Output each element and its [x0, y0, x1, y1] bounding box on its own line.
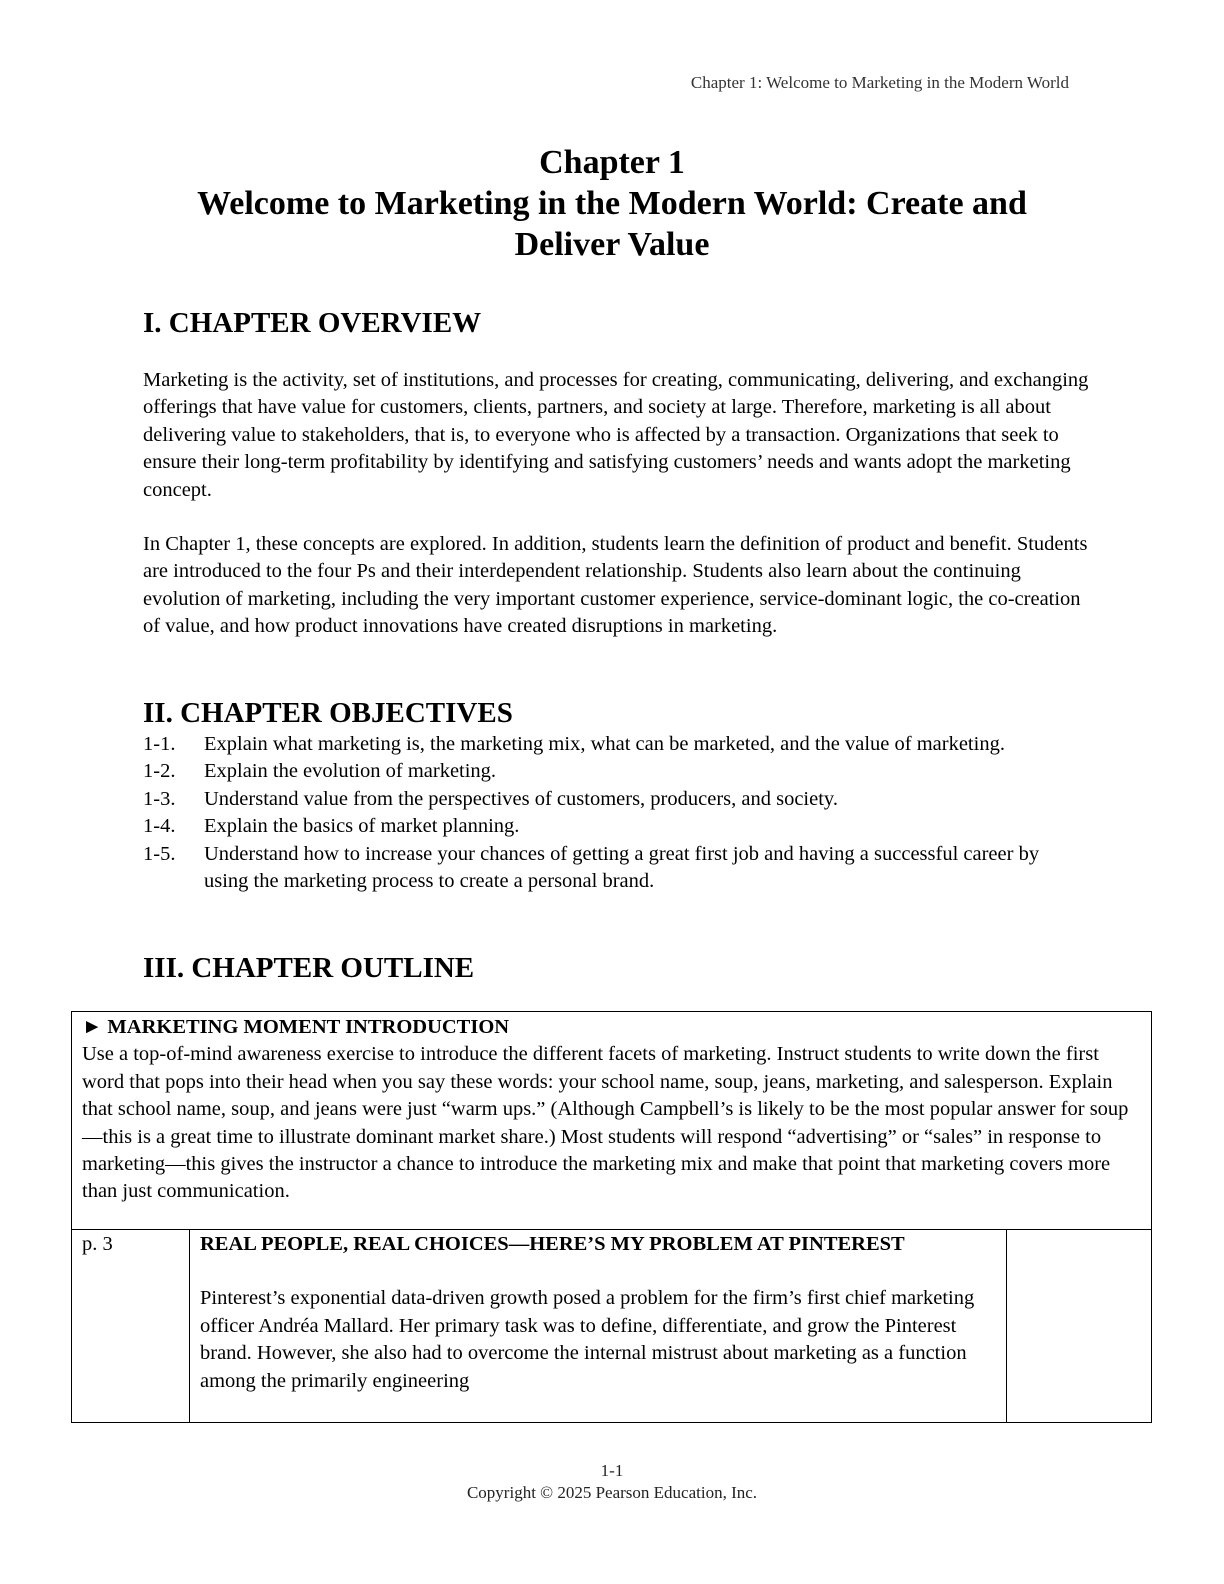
page-footer	[0, 1460, 1224, 1504]
objective-item	[143, 786, 1063, 813]
objective-item	[143, 758, 1063, 785]
table-row	[72, 1230, 1151, 1422]
objectives-heading: II. CHAPTER OBJECTIVES	[143, 697, 513, 729]
real-people-cell	[190, 1230, 1007, 1422]
objective-text: Explain the evolution of marketing.	[204, 760, 497, 783]
outline-heading: III. CHAPTER OUTLINE	[143, 952, 475, 984]
title-line-3: Deliver Value	[514, 226, 710, 263]
overview-paragraph-2: In Chapter 1, these concepts are explored. In addition, students learn the definition of product and benefit. Students are introduced to the four Ps and their interdependent relationship. Students also learn about the continuing evolution of marketing, including the very important customer experience, service-dominant logic, the co-creation of value, and how product innovations have created disruptions in marketing.	[143, 533, 1088, 638]
outline-table	[71, 1011, 1152, 1423]
running-header: Chapter 1: Welcome to Marketing in the Modern World	[690, 73, 1069, 92]
real-people-heading: REAL PEOPLE, REAL CHOICES—HERE’S MY PROBLEM AT PINTEREST	[200, 1233, 905, 1255]
marketing-moment-heading: ► MARKETING MOMENT INTRODUCTION	[82, 1016, 510, 1038]
page-number: 1-1	[600, 1461, 624, 1480]
objective-text: Understand value from the perspectives of customers, producers, and society.	[204, 787, 838, 810]
objective-number: 1-3.	[143, 787, 176, 810]
objective-text: Understand how to increase your chances of getting a great first job and having a successful career by using the marketing process to create a personal brand.	[204, 842, 1040, 893]
objective-item	[143, 841, 1063, 896]
title-line-2: Welcome to Marketing in the Modern World: Create and	[197, 185, 1027, 222]
marketing-moment-cell	[72, 1012, 1151, 1230]
real-people-text: Pinterest’s exponential data-driven growth posed a problem for the firm’s first chief marketing officer Andréa Mallard. Her primary task was to define, differentiate, and grow the Pinterest brand. However, she also had to overcome the internal mistrust about marketing as a function among the primarily engineering	[200, 1287, 975, 1392]
notes-cell	[1007, 1230, 1151, 1422]
objectives-list	[143, 731, 1063, 895]
objective-number: 1-5.	[143, 842, 176, 865]
copyright-notice: Copyright © 2025 Pearson Education, Inc.	[466, 1483, 758, 1502]
objective-number: 1-1.	[143, 733, 176, 755]
overview-paragraph-1: Marketing is the activity, set of institutions, and processes for creating, communicating, delivering, and exchanging offerings that have value for customers, clients, partners, and society at large. Therefore, marketing is all about delivering value to stakeholders, that is, to everyone who is affected by a transaction. Organizations that seek to ensure their long-term profitability by identifying and satisfying customers’ needs and wants adopt the marketing concept.	[143, 369, 1089, 501]
page-title	[0, 142, 1224, 265]
objective-number: 1-2.	[143, 760, 176, 783]
objective-number: 1-4.	[143, 815, 176, 838]
marketing-moment-text: Use a top-of-mind awareness exercise to introduce the different facets of marketing. Instruct students to write down the first word that pops into their head when you say these words: your school name, soup, jeans, marketing, and salesperson. Explain that school name, soup, and jeans were just “warm ups.” (Although Campbell’s is likely to be the most popular answer for soup—this is a great time to illustrate dominant market share.) Most students will respond “advertising” or “sales” in response to marketing—this gives the instructor a chance to introduce the marketing mix and make that point that marketing covers more than just communication.	[82, 1043, 1129, 1203]
objective-text: Explain the basics of market planning.	[204, 815, 520, 838]
page-reference: p. 3	[72, 1230, 190, 1422]
objective-item	[143, 813, 1063, 840]
objective-item	[143, 731, 1063, 758]
objective-text: Explain what marketing is, the marketing mix, what can be marketed, and the value of marketing.	[204, 733, 1005, 755]
overview-heading: I. CHAPTER OVERVIEW	[143, 307, 482, 339]
title-line-1: Chapter 1	[539, 144, 685, 181]
